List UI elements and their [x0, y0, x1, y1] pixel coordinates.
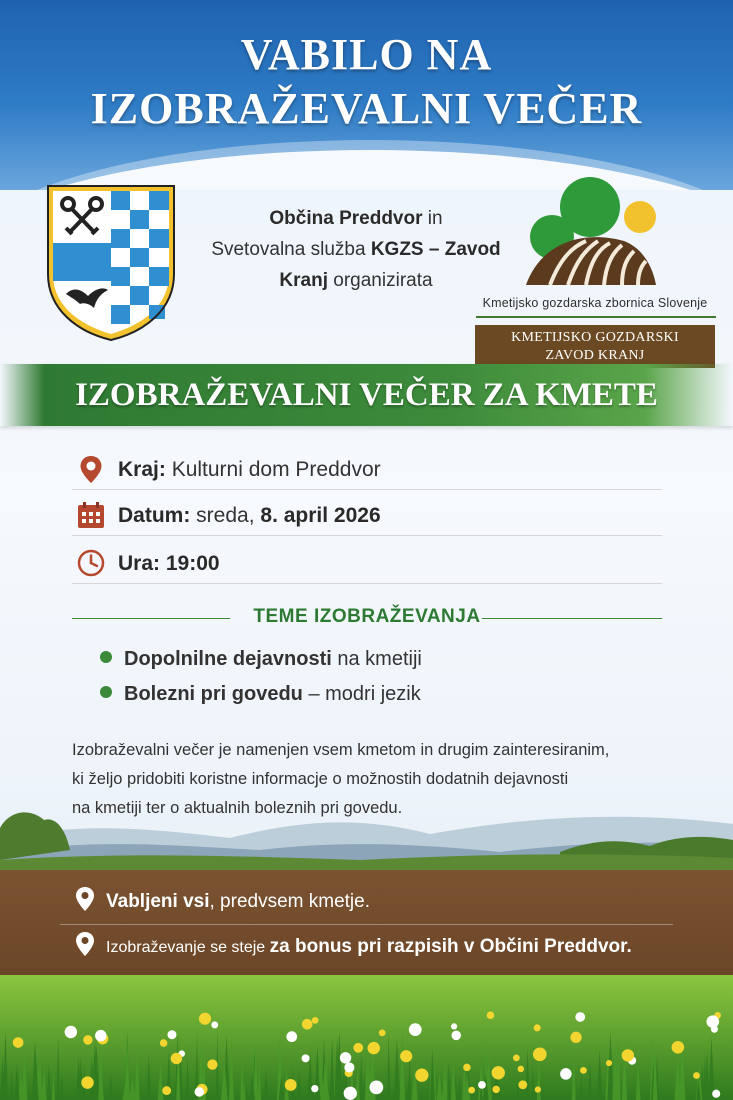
organizer-kgzs: KGZS – Zavod [370, 239, 501, 260]
place-row [72, 448, 662, 490]
description-line-3: na kmetiji ter o aktualnih boleznih pri govedu. [72, 799, 403, 817]
organizers-line-2 [196, 234, 516, 265]
topic-1-rest: na kmetiji [331, 648, 422, 670]
footer-row-2-bold: za bonus pri razpisih v Občini Preddvor. [269, 936, 632, 957]
calendar-icon [76, 500, 106, 530]
map-pin-icon [76, 454, 106, 484]
time-text [118, 552, 220, 576]
kgzs-box-line-2: ZAVOD KRANJ [545, 348, 645, 363]
location-pin-icon [74, 931, 96, 957]
time-row [72, 542, 662, 584]
grass-meadow [0, 975, 733, 1100]
date-row [72, 494, 662, 536]
description-line-2: ki željo pridobiti koristne informacje o možnostih dodatnih dejavnosti [72, 770, 569, 788]
footer-row-1-bold: Vabljeni vsi [106, 891, 210, 912]
organizer-kranj: Kranj [279, 270, 328, 291]
topic-2-bold: Bolezni pri govedu [124, 683, 303, 705]
topic-2-rest: – modri jezik [302, 683, 421, 705]
footer-row-2 [74, 931, 632, 958]
landscape-hills [0, 790, 733, 880]
municipality-crest-logo [44, 182, 178, 342]
kgzs-name: Kmetijsko gozdarska zbornica Slovenje [482, 296, 708, 310]
topics-heading-text: TEME IZOBRAŽEVANJA [253, 606, 481, 627]
date-weekday: sreda, [190, 504, 261, 527]
footer-row-1 [74, 886, 370, 913]
footer-divider [60, 924, 673, 925]
kgzs-logo [470, 175, 720, 370]
kgzs-divider [476, 316, 716, 318]
topic-1-bold: Dopolnilne dejavnosti [124, 648, 332, 670]
organizers-line-3-rest: organizirata [328, 270, 433, 291]
kgzs-emblem-icon [520, 175, 660, 285]
footer-row-2-start: Izobraževanje se steje [106, 939, 270, 956]
location-pin-icon [74, 886, 96, 912]
kgzs-box-line-1: KMETIJSKO GOZDARSKI [511, 330, 679, 345]
date-label: Datum: [118, 504, 191, 527]
bullet-icon [100, 651, 112, 663]
place-label: Kraj: [118, 458, 166, 481]
title-line-2: IZOBRAŽEVALNI VEČER [90, 84, 643, 133]
organizer-municipality: Občina Preddvor [269, 208, 423, 229]
organizers-line-3 [196, 265, 516, 296]
organizers-text [196, 203, 516, 296]
page-title [0, 28, 733, 136]
time-label: Ura: 19:00 [118, 552, 220, 575]
topic-item [100, 683, 421, 706]
footer-row-1-rest: , predvsem kmetje. [209, 891, 370, 912]
event-banner-text: IZOBRAŽEVALNI VEČER ZA KMETE [75, 377, 658, 413]
organizers-line-1-rest: in [422, 208, 443, 229]
date-text [118, 504, 381, 528]
place-text [118, 458, 381, 482]
topic-item [100, 648, 422, 671]
bullet-icon [100, 686, 112, 698]
clock-icon [76, 548, 106, 578]
organizers-line-1 [196, 203, 516, 234]
event-banner [0, 364, 733, 426]
topics-heading [72, 606, 662, 630]
place-value: Kulturni dom Preddvor [165, 458, 381, 481]
organizers-line-2-start: Svetovalna služba [211, 239, 371, 260]
title-line-1: VABILO NA [240, 30, 493, 79]
description-line-1: Izobraževalni večer je namenjen vsem kmetom in drugim zainteresiranim, [72, 741, 610, 759]
date-value: 8. april 2026 [260, 504, 381, 527]
kgzs-box [475, 325, 715, 368]
